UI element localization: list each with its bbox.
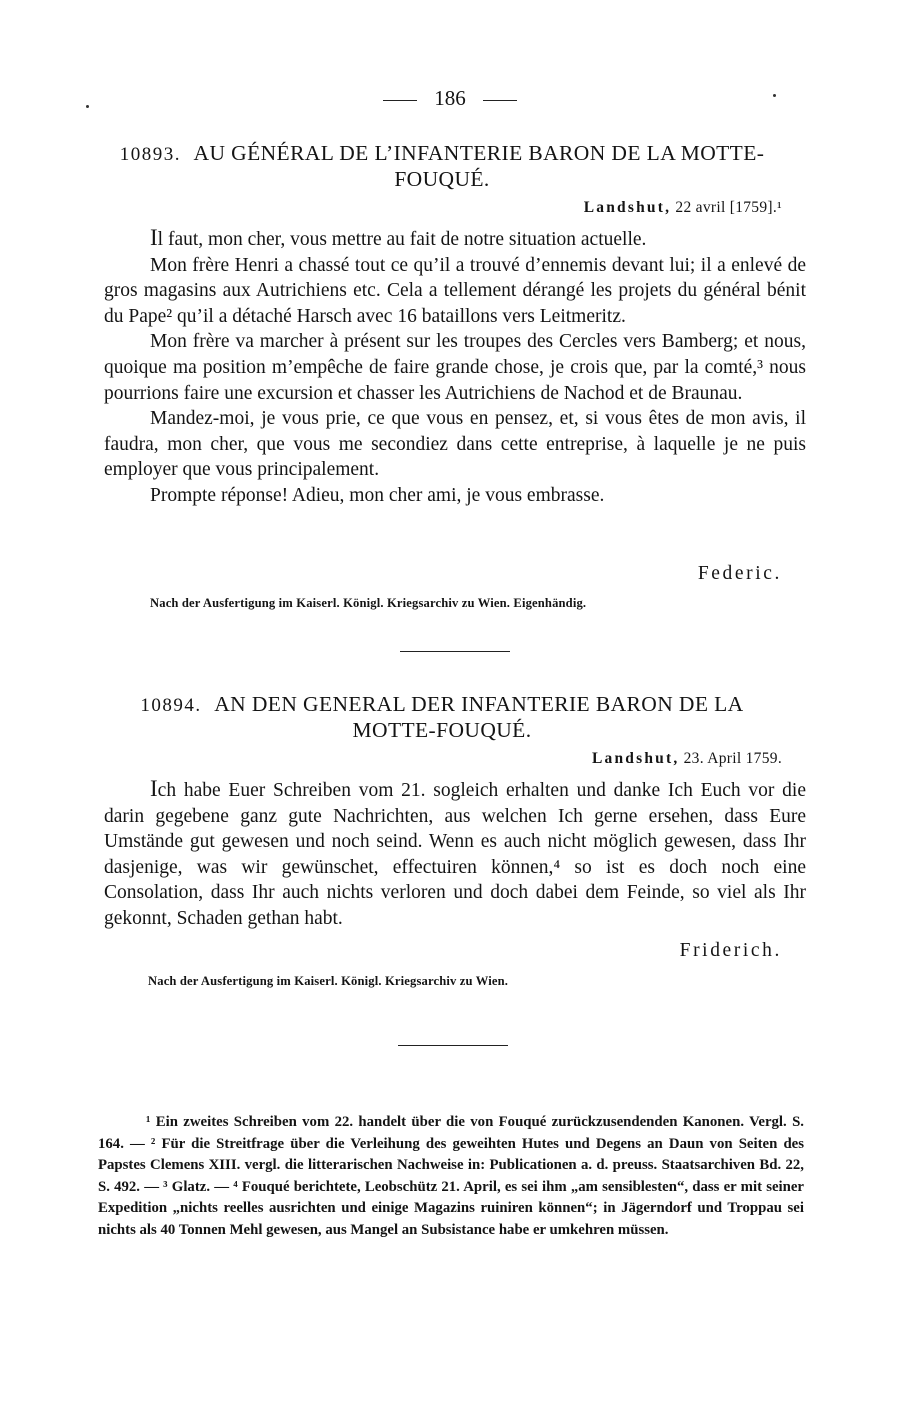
header-rule-left: [383, 100, 417, 101]
body-paragraph: Mon frère va marcher à présent sur les troupes des Cercles vers Bamberg; et nous, quoique ma position m’empêche de faire grande chose, je crois que, par la comté,³ nous pourrions faire une excursion et chasser les Autrichiens de Nachod et de Braunau.: [104, 331, 806, 404]
page-header: [0, 86, 900, 111]
letter-signature: Federic.: [697, 563, 782, 584]
letter-heading: AU GÉNÉRAL DE L’INFANTERIE BARON DE LA MOTTE-FOUQUÉ.: [193, 141, 765, 191]
body-paragraph: Mon frère Henri a chassé tout ce qu’il a trouvé d’ennemis devant lui; il a enlevé de gros magasins aux Autrichiens etc. Cela a tellement dérangé les projets du général bénit du Pape² qu’il a détaché Harsch avec 16 bataillons vers Leitmeritz.: [104, 254, 806, 327]
letter-body: [104, 776, 806, 932]
letter-dateline: [584, 199, 782, 217]
header-rule-right: [483, 100, 517, 101]
body-paragraph: Prompte réponse! Adieu, mon cher ami, je vous embrasse.: [150, 484, 605, 506]
letter-date: 22 avril [1759].¹: [675, 199, 782, 216]
body-paragraph: Mandez-moi, je vous prie, ce que vous en pensez, et, si vous êtes de mon avis, il faudra, mon cher, que vous me secondiez dans cette entreprise, à laquelle je ne puis employer que vous principalement.: [104, 408, 806, 481]
section-separator: [400, 651, 510, 652]
letter-source-note: Nach der Ausfertigung im Kaiserl. Königl. Kriegsarchiv zu Wien.: [148, 974, 509, 988]
letter-title: [104, 141, 780, 192]
letter-date: 23. April 1759.: [683, 750, 782, 767]
body-paragraph: Ich habe Euer Schreiben vom 21. sogleich erhalten und danke Ich Euch vor die darin gegebene ganz gute Nachrichten, aus welchen Ich gerne ersehen, dass Eure Umstände gut gewesen und noch seind. Wenn es auch nicht möglich gewesen, dass Ihr dasjenige, was wir gewünschet, effectuiren können,⁴ so ist es doch noch eine Consolation, dass Ihr auch nichts verloren und doch dabei dem Feinde, so viel als Ihr gekonnt, Schaden gethan habt.: [104, 776, 806, 929]
letter-place: Landshut,: [583, 199, 672, 216]
letter-title: [104, 692, 780, 743]
letter-place: Landshut,: [591, 750, 680, 767]
letter-source-note: Nach der Ausfertigung im Kaiserl. Königl. Kriegsarchiv zu Wien. Eigenhändig.: [150, 596, 587, 610]
letter-dateline: [592, 750, 782, 768]
letter-heading: AN DEN GENERAL DER INFANTERIE BARON DE LA MOTTE-FOUQUÉ.: [214, 692, 744, 742]
section-separator: [398, 1045, 508, 1046]
letter-number: 10894.: [140, 695, 202, 716]
letter-body: [104, 225, 806, 509]
body-paragraph: Il faut, mon cher, vous mettre au fait de notre situation actuelle.: [150, 225, 647, 250]
footnote-text: ¹ Ein zweites Schreiben vom 22. handelt über die von Fouqué zurückzusendenden Kanonen. Vergl. S. 164. — ² Für die Streitfrage über die Verleihung des geweihten Hutes und Degens an Daun von Seiten des Papstes Clemens XIII. vergl. die litterarischen Nachweise in: Publicationen a. d. preuss. Staatsarchiven Bd. 22, S. 492. — ³ Glatz. — ⁴ Fouqué berichtete, Leobschütz 21. April, es sei ihm „am sensiblesten“, dass er mit seiner Expedition „nichts reelles ausrichten und einige Magazins ruiniren können“; in Jägerndorf und Troppau sei nichts als 40 Tonnen Mehl gewesen, aus Mangel an Subsistance habe er umkehren müssen.: [98, 1114, 804, 1238]
footnotes: [98, 1112, 804, 1242]
letter-number: 10893.: [119, 144, 181, 165]
page-number: 186: [434, 86, 466, 110]
letter-signature: Friderich.: [679, 940, 782, 961]
